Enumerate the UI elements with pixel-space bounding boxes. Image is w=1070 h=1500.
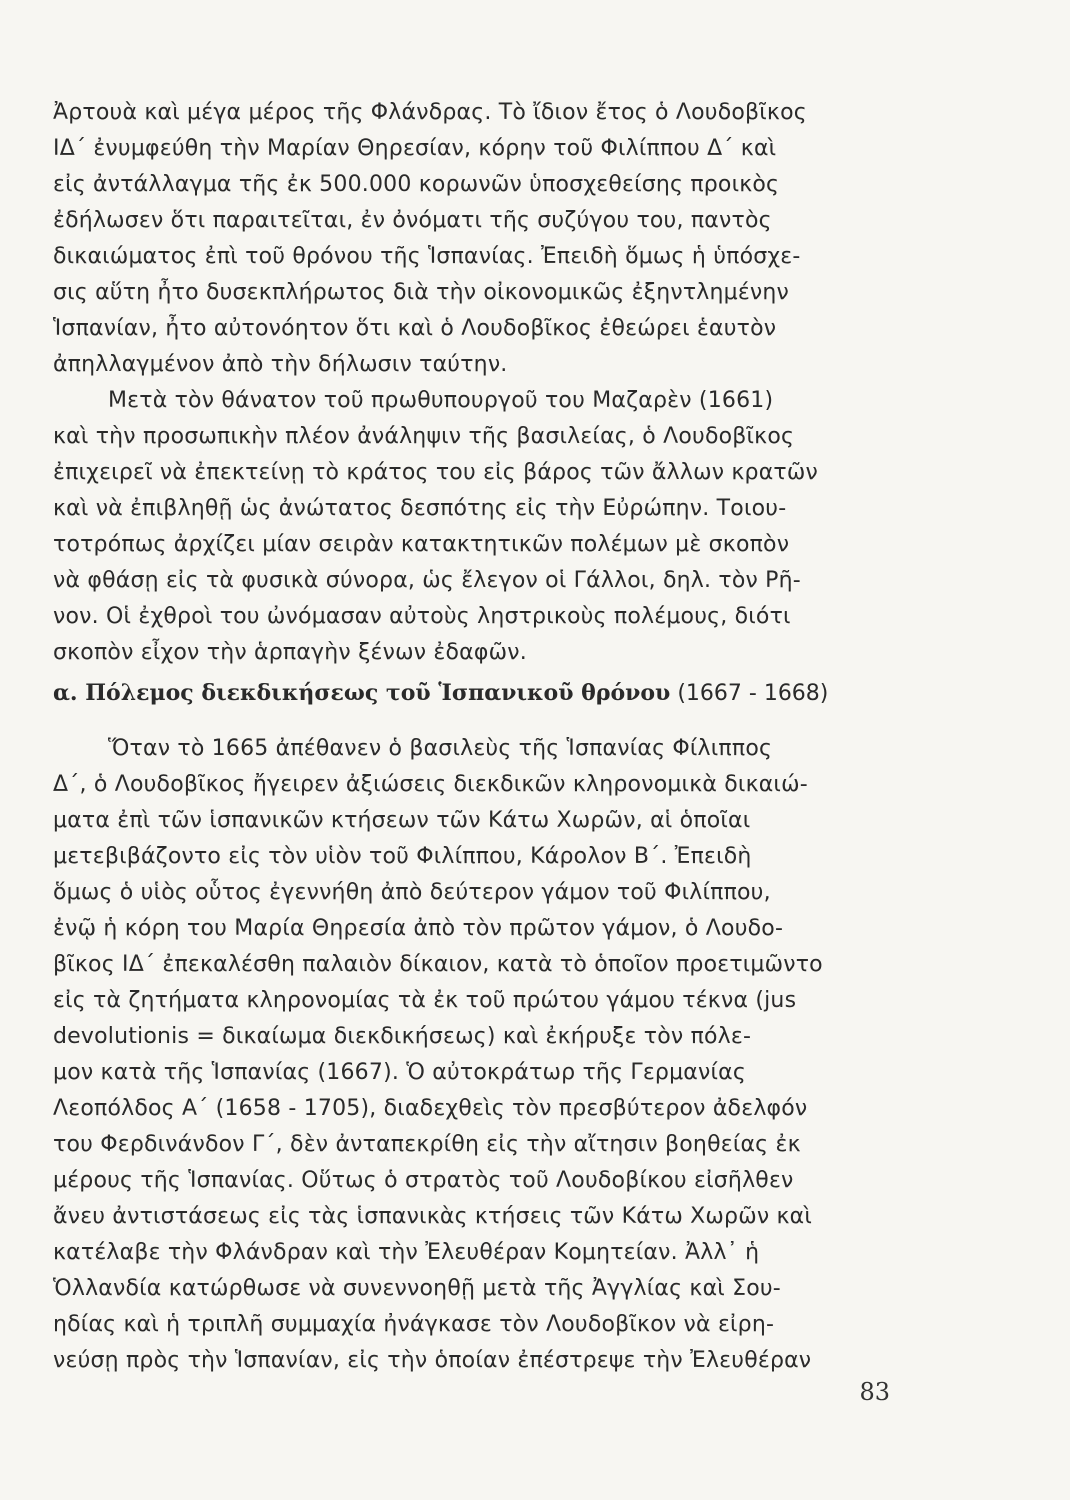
text-line: καὶ τὴν προσωπικὴν πλέον ἀνάληψιν τῆς βασιλείας, ὁ Λουδοβῖκος [53, 424, 795, 449]
text-line: Ὁλλανδία κατώρθωσε νὰ συνεννοηθῇ μετὰ τῆς Ἀγγλίας καὶ Σου- [53, 1276, 781, 1301]
text-line: Ἀρτουὰ καὶ μέγα μέρος τῆς Φλάνδρας. Τὸ ἴδιον ἔτος ὁ Λουδοβῖκος [53, 100, 807, 125]
text-line: ὅμως ὁ υἱὸς οὗτος ἐγεννήθη ἀπὸ δεύτερον γάμον τοῦ Φιλίππου, [53, 880, 771, 905]
text-line: Ἱσπανίαν, ἦτο αὐτονόητον ὅτι καὶ ὁ Λουδοβῖκος ἐθεώρει ἑαυτὸν [53, 316, 777, 341]
text-line: ματα ἐπὶ τῶν ἱσπανικῶν κτήσεων τῶν Κάτω Χωρῶν, αἱ ὁποῖαι [53, 808, 751, 833]
text-line: ΙΔ΄ ἐνυμφεύθη τὴν Μαρίαν Θηρεσίαν, κόρην τοῦ Φιλίππου Δ΄ καὶ [53, 136, 777, 161]
text-line: Ὅταν τὸ 1665 ἀπέθανεν ὁ βασιλεὺς τῆς Ἱσπανίας Φίλιππος [108, 736, 773, 761]
text-line: devolutionis = δικαίωμα διεκδικήσεως) καὶ ἐκήρυξε τὸν πόλε- [53, 1024, 752, 1049]
text-line: μέρους τῆς Ἱσπανίας. Οὕτως ὁ στρατὸς τοῦ Λουδοβίκου εἰσῆλθεν [53, 1168, 794, 1193]
text-line: ἐνῷ ἡ κόρη του Μαρία Θηρεσία ἀπὸ τὸν πρῶτον γάμον, ὁ Λουδο- [53, 916, 784, 941]
text-line: εἰς τὰ ζητήματα κληρονομίας τὰ ἐκ τοῦ πρώτου γάμου τέκνα (jus [53, 988, 797, 1013]
text-line: Μετὰ τὸν θάνατον τοῦ πρωθυπουργοῦ του Μαζαρὲν (1661) [108, 388, 774, 413]
text-line: ηδίας καὶ ἡ τριπλῆ συμμαχία ἠνάγκασε τὸν Λουδοβῖκον νὰ εἰρη- [53, 1312, 775, 1337]
text-line: καὶ νὰ ἐπιβληθῇ ὡς ἀνώτατος δεσπότης εἰς τὴν Εὐρώπην. Τοιου- [53, 496, 787, 521]
text-line: κατέλαβε τὴν Φλάνδραν καὶ τὴν Ἐλευθέραν Κομητείαν. Ἀλλ᾿ ἡ [53, 1240, 760, 1265]
text-line: βῖκος ΙΔ΄ ἐπεκαλέσθη παλαιὸν δίκαιον, κατὰ τὸ ὁποῖον προετιμῶντο [53, 952, 823, 977]
text-line: ἀπηλλαγμένον ἀπὸ τὴν δήλωσιν ταύτην. [53, 352, 508, 377]
text-line: νὰ φθάσῃ εἰς τὰ φυσικὰ σύνορα, ὡς ἔλεγον οἱ Γάλλοι, δηλ. τὸν Ρῆ- [53, 568, 801, 593]
text-line: σις αὕτη ἦτο δυσεκπλήρωτος διὰ τὴν οἰκονομικῶς ἐξηντλημένην [53, 280, 790, 305]
text-line: του Φερδινάνδον Γ΄, δὲν ἀνταπεκρίθη εἰς τὴν αἴτησιν βοηθείας ἐκ [53, 1132, 801, 1157]
section-heading-years: (1667 - 1668) [670, 681, 829, 706]
text-line: τοτρόπως ἀρχίζει μίαν σειρὰν κατακτητικῶν πολέμων μὲ σκοπὸν [53, 532, 790, 557]
text-line: ἄνευ ἀντιστάσεως εἰς τὰς ἱσπανικὰς κτήσεις τῶν Κάτω Χωρῶν καὶ [53, 1204, 813, 1229]
section-heading-title: α. Πόλεμος διεκδικήσεως τοῦ Ἱσπανικοῦ θρόνου [53, 680, 671, 706]
text-line: εἰς ἀντάλλαγμα τῆς ἐκ 500.000 κορωνῶν ὑποσχεθείσης προικὸς [53, 172, 780, 197]
text-line: μον κατὰ τῆς Ἱσπανίας (1667). Ὁ αὐτοκράτωρ τῆς Γερμανίας [53, 1060, 746, 1085]
page-number: 83 [859, 1378, 890, 1406]
text-line: ἐδήλωσεν ὅτι παραιτεῖται, ἐν ὀνόματι τῆς συζύγου του, παντὸς [53, 208, 772, 233]
text-line: Λεοπόλδος Α΄ (1658 - 1705), διαδεχθεὶς τὸν πρεσβύτερον ἀδελφόν [53, 1096, 808, 1121]
text-line: νεύσῃ πρὸς τὴν Ἱσπανίαν, εἰς τὴν ὁποίαν ἐπέστρεψε τὴν Ἐλευθέραν [53, 1348, 812, 1373]
text-line: δικαιώματος ἐπὶ τοῦ θρόνου τῆς Ἱσπανίας. Ἐπειδὴ ὅμως ἡ ὑπόσχε- [53, 244, 801, 269]
text-line: ἐπιχειρεῖ νὰ ἐπεκτείνῃ τὸ κράτος του εἰς βάρος τῶν ἄλλων κρατῶν [53, 460, 818, 485]
text-line: Δ΄, ὁ Λουδοβῖκος ἤγειρεν ἀξιώσεις διεκδικῶν κληρονομικὰ δικαιώ- [53, 772, 808, 797]
section-heading [53, 676, 898, 711]
text-line: σκοπὸν εἶχον τὴν ἁρπαγὴν ξένων ἐδαφῶν. [53, 640, 527, 665]
text-line: νον. Οἱ ἐχθροὶ του ὠνόμασαν αὐτοὺς ληστρικοὺς πολέμους, διότι [53, 604, 791, 629]
text-line: μετεβιβάζοντο εἰς τὸν υἱὸν τοῦ Φιλίππου, Κάρολον Β΄. Ἐπειδὴ [53, 844, 752, 869]
